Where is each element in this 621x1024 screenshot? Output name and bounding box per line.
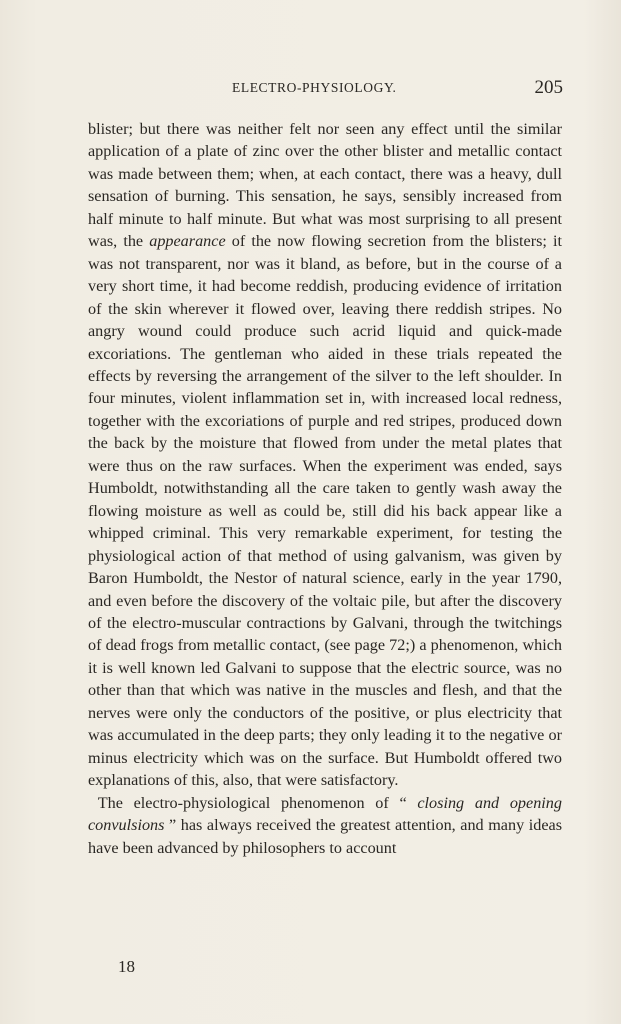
running-header [118,78,563,102]
paragraph-2-emphasis: closing and opening convulsions [88,793,562,835]
paragraph-2-text-b: ” has always received the greatest attention, and many ideas have been advanced by philosophers to account [88,816,562,857]
page-number: 205 [534,77,563,98]
paragraph-1-emphasis: appearance [149,232,226,251]
body-text [88,118,562,859]
paragraph-1-text-b: of the now flowing secretion from the blisters; it was not transparent, nor was it bland, as before, but in the course of a very short time, it had become reddish, producing evidence of irritation of the skin wherever it flowed over, leaving there reddish stripes. No angry wound could produce such acrid liquid and quick-made excoriations. The gentleman who aided in these trials repeated the effects by reversing the arrangement of the silver to the left shoulder. In four minutes, violent inflammation set in, with increased local redness, together with the excoriations of purple and red stripes, produced down the back by the moisture that flowed from under the metal plates that were thus on the raw surfaces. When the experiment was ended, says Humboldt, notwithstanding all the care taken to gently wash away the flowing moisture as well as could be, still did his back appear like a whipped criminal. This very remarkable experiment, for testing the physiological action of that method of using galvanism, was given by Baron Humboldt, the Nestor of natural science, early in the year 1790, and even before the discovery of the voltaic pile, but after the discovery of the electro-muscular contractions by Galvani, through the twitchings of dead frogs from metallic contact, (see page 72;) a phenomenon, which it is well known led Galvani to suppose that the electric source, was no other than that which was native in the muscles and flesh, and that the nerves were only the conductors of the positive, or plus electricity that was accumulated in the deep parts; they only leading it to the negative or minus electricity which was on the surface. But Humboldt offered two explanations of this, also, that were satisfactory. [88,232,563,790]
running-title: ELECTRO-PHYSIOLOGY. [232,80,397,95]
paragraph-2 [88,792,562,859]
paragraph-1-text-a: blister; but there was neither felt nor seen any effect until the similar application of a plate of zinc over the other blister and metallic contact was made between them; when, at each contact, there was a heavy, dull sensation of burning. This sensation, he says, sensibly increased from half minute to half minute. But what was most surprising to all present was, the [88,120,562,251]
signature-mark: 18 [118,957,135,976]
paragraph-2-text-a: The electro-physiological phenomenon of “ [97,793,418,812]
paragraph-1 [88,118,562,792]
